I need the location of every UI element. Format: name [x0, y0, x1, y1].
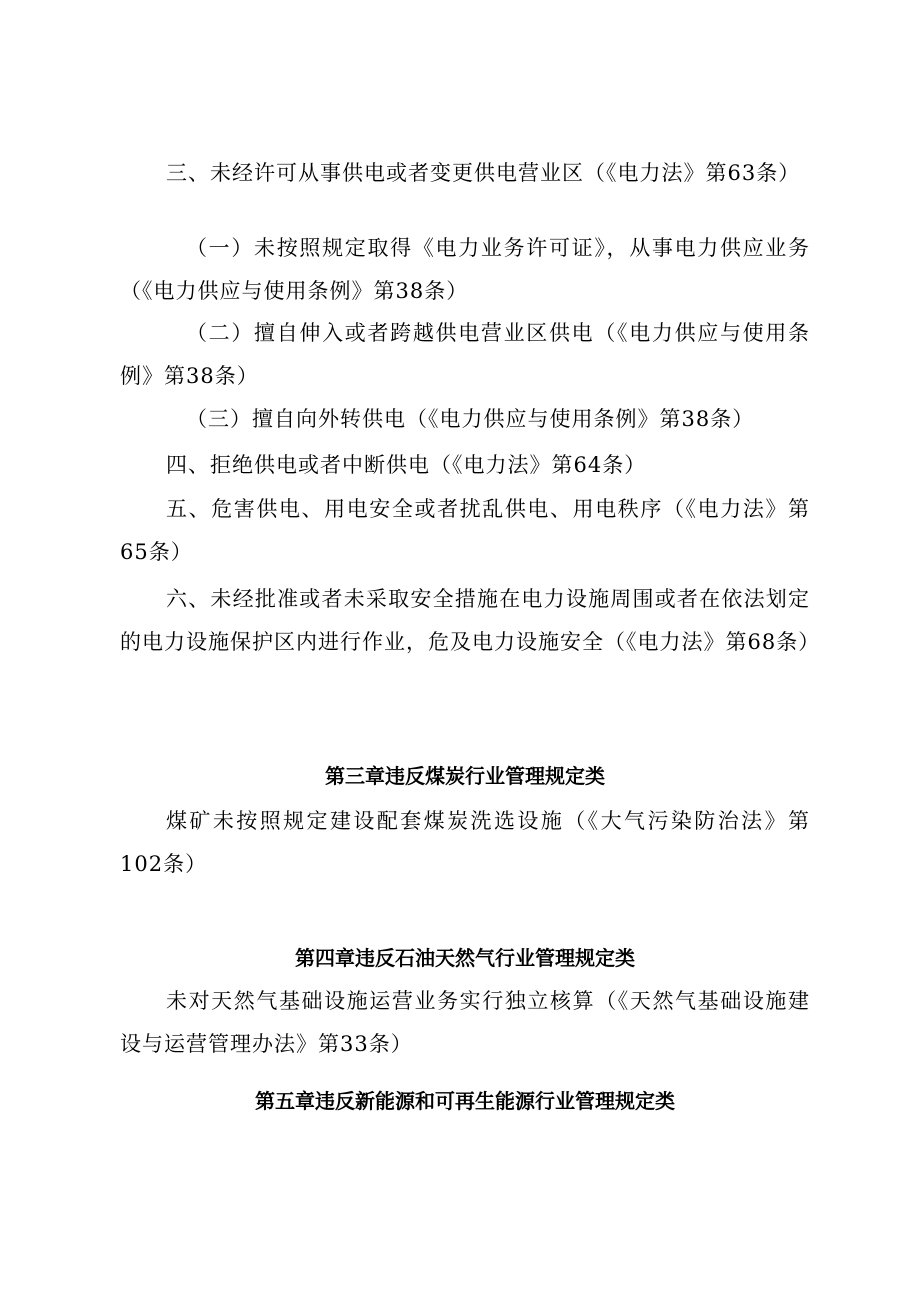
paragraph-item-3-2: （二）擅自伸入或者跨越供电营业区供电（《电力供应与使用条例》第38条） — [120, 321, 810, 388]
chapter-5-title: 第五章违反新能源和可再生能源行业管理规定类 — [255, 1089, 675, 1113]
paragraph-item-5: 五、危害供电、用电安全或者扰乱供电、用电秩序（《电力法》第65条） — [120, 497, 810, 564]
paragraph-item-3: 三、未经许可从事供电或者变更供电营业区（《电力法》第63条） — [166, 161, 801, 185]
paragraph-item-6: 六、未经批准或者未采取安全措施在电力设施周围或者在依法划定的电力设施保护区内进行作业，危及电力设施安全（《电力法》第68条） — [120, 587, 821, 654]
chapter-3-body: 煤矿未按照规定建设配套煤炭洗选设施（《大气污染防治法》第102条） — [120, 809, 810, 876]
paragraph-item-3-1: （一）未按照规定取得《电力业务许可证》，从事电力供应业务（《电力供应与使用条例》第38条） — [120, 236, 810, 303]
chapter-4-title: 第四章违反石油天然气行业管理规定类 — [295, 946, 635, 970]
paragraph-item-4: 四、拒绝供电或者中断供电（《电力法》第64条） — [166, 453, 647, 477]
chapter-3-title: 第三章违反煤炭行业管理规定类 — [325, 764, 605, 788]
chapter-4-body: 未对天然气基础设施运营业务实行独立核算（《天然气基础设施建设与运营管理办法》第33条） — [120, 989, 810, 1056]
paragraph-item-3-3: （三）擅自向外转供电（《电力供应与使用条例》第38条） — [186, 407, 755, 431]
